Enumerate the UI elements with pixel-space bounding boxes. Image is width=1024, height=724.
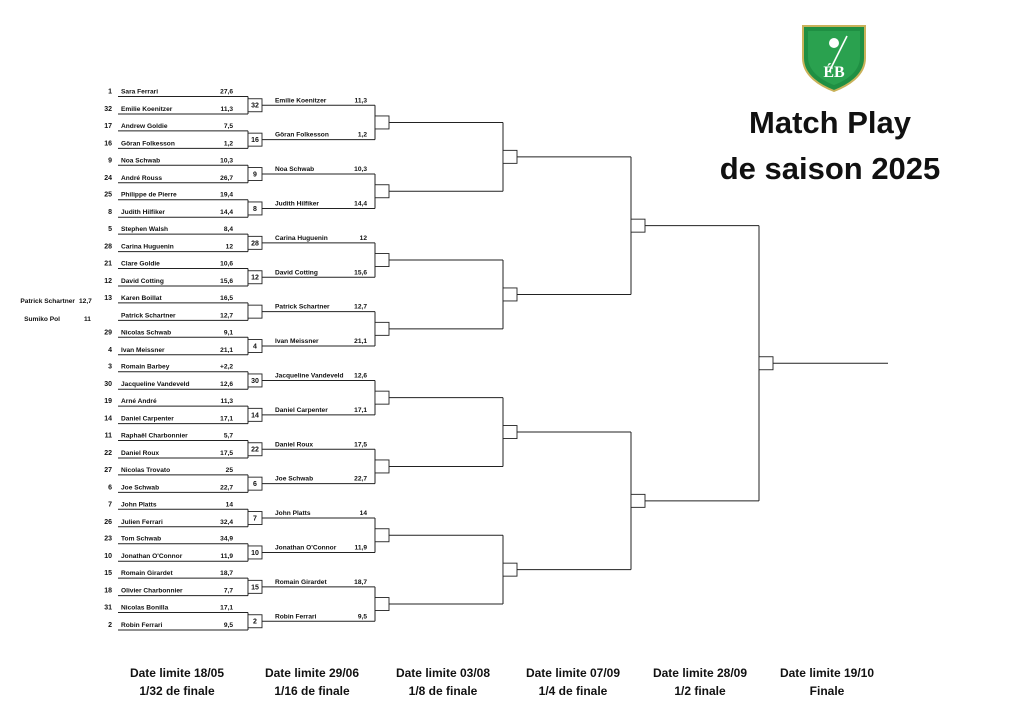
round-name: 1/32 de finale bbox=[139, 684, 215, 698]
player-name: Judith Hilfiker bbox=[275, 200, 319, 208]
round-name: Finale bbox=[809, 684, 845, 698]
player-name: Emilie Koenitzer bbox=[121, 106, 173, 113]
player-handicap: 17,5 bbox=[220, 450, 233, 457]
player-name: Raphaël Charbonnier bbox=[121, 432, 188, 440]
player-handicap: 21,1 bbox=[220, 346, 233, 354]
player-name: Jacqueline Vandeveld bbox=[275, 372, 344, 380]
player-handicap: 5,7 bbox=[223, 432, 233, 440]
player-name: Jonathan O'Connor bbox=[275, 544, 337, 552]
round-label bbox=[508, 664, 638, 700]
match-box bbox=[375, 322, 389, 335]
player-handicap: 9,1 bbox=[223, 329, 233, 337]
seed-number: 17 bbox=[104, 122, 112, 130]
player-name: Philippe de Pierre bbox=[121, 191, 177, 199]
match-seed-label: 9 bbox=[253, 171, 257, 179]
player-name: Andrew Goldie bbox=[121, 122, 168, 130]
player-name: Jonathan O'Connor bbox=[121, 553, 183, 561]
round-deadline-date: Date limite 03/08 bbox=[395, 666, 491, 680]
player-name: Carina Huguenin bbox=[121, 243, 174, 251]
match-box bbox=[631, 219, 645, 232]
player-handicap: 10,3 bbox=[354, 166, 367, 174]
seed-number: 6 bbox=[108, 484, 112, 492]
player-handicap: 9,5 bbox=[223, 622, 233, 629]
player-name: Ivan Meissner bbox=[275, 338, 319, 346]
player-handicap: 11,9 bbox=[220, 553, 233, 561]
round-deadline-date: Date limite 19/10 bbox=[779, 666, 875, 680]
player-name: Judith Hilfiker bbox=[121, 209, 165, 217]
seed-number: 1 bbox=[108, 88, 112, 96]
player-handicap: 18,7 bbox=[354, 578, 367, 586]
player-handicap: 12,7 bbox=[354, 303, 367, 311]
round-name: 1/4 de finale bbox=[538, 684, 608, 698]
player-handicap: 15,6 bbox=[354, 269, 367, 277]
seed-number: 29 bbox=[104, 329, 112, 337]
match-seed-label: 15 bbox=[251, 584, 259, 592]
seed-number: 24 bbox=[104, 174, 112, 182]
player-handicap: 27,6 bbox=[220, 88, 233, 96]
player-handicap: 7,7 bbox=[223, 587, 233, 595]
match-seed-label: 10 bbox=[251, 549, 259, 557]
player-name: Daniel Carpenter bbox=[275, 406, 328, 414]
match-seed-label: 14 bbox=[251, 412, 259, 420]
prelim-player-handicap: 11 bbox=[84, 316, 91, 323]
match-box bbox=[759, 357, 773, 370]
player-name: John Platts bbox=[121, 501, 157, 509]
player-handicap: 12,6 bbox=[354, 372, 367, 380]
seed-number: 5 bbox=[108, 226, 112, 234]
prelim-player-name: Patrick Schartner bbox=[20, 298, 75, 305]
player-handicap: 8,4 bbox=[223, 226, 233, 234]
seed-number: 14 bbox=[104, 415, 112, 423]
player-handicap: 22,7 bbox=[354, 475, 367, 483]
match-seed-label: 32 bbox=[251, 102, 259, 110]
seed-number: 18 bbox=[104, 587, 112, 595]
player-name: Nicolas Bonilla bbox=[121, 604, 169, 612]
round-deadline-date: Date limite 07/09 bbox=[525, 666, 621, 680]
seed-number: 2 bbox=[108, 622, 112, 629]
page-title bbox=[700, 100, 960, 192]
player-name: Ivan Meissner bbox=[121, 346, 165, 354]
player-name: Daniel Carpenter bbox=[121, 415, 174, 423]
round-label bbox=[112, 664, 242, 700]
player-name: Stephen Walsh bbox=[121, 226, 169, 234]
match-box bbox=[375, 185, 389, 198]
player-name: Joe Schwab bbox=[275, 475, 314, 483]
match-box bbox=[503, 426, 517, 439]
player-name: Nicolas Trovato bbox=[121, 466, 171, 474]
player-name: Sara Ferrari bbox=[121, 88, 159, 96]
match-box bbox=[375, 116, 389, 129]
round-label bbox=[635, 664, 765, 700]
player-handicap: 17,1 bbox=[220, 604, 233, 612]
player-name: Göran Folkesson bbox=[121, 140, 175, 148]
seed-number: 13 bbox=[104, 294, 112, 302]
round-deadline-date: Date limite 18/05 bbox=[129, 666, 225, 680]
player-handicap: 10,3 bbox=[220, 157, 233, 165]
player-name: Romain Girardet bbox=[275, 578, 327, 586]
round-name: 1/8 de finale bbox=[408, 684, 478, 698]
player-handicap: 17,5 bbox=[354, 441, 367, 449]
player-handicap: 12,6 bbox=[220, 381, 233, 389]
seed-number: 7 bbox=[108, 501, 112, 509]
match-box bbox=[375, 254, 389, 267]
match-box bbox=[503, 288, 517, 301]
round-label bbox=[378, 664, 508, 700]
player-name: Daniel Roux bbox=[275, 441, 314, 449]
match-box bbox=[631, 494, 645, 507]
player-name: John Platts bbox=[275, 510, 311, 518]
player-name: David Cotting bbox=[275, 269, 318, 277]
player-name: David Cotting bbox=[121, 278, 164, 285]
match-seed-label: 8 bbox=[253, 205, 257, 213]
seed-number: 32 bbox=[104, 106, 112, 113]
seed-number: 25 bbox=[104, 191, 112, 199]
match-seed-label: 22 bbox=[251, 446, 259, 454]
seed-number: 27 bbox=[104, 466, 112, 474]
seed-number: 26 bbox=[104, 518, 112, 526]
match-seed-label: 16 bbox=[251, 137, 259, 145]
player-handicap: 17,1 bbox=[354, 406, 367, 414]
player-handicap: 34,9 bbox=[220, 535, 233, 543]
seed-number: 11 bbox=[104, 432, 112, 440]
match-seed-label: 28 bbox=[251, 240, 259, 248]
match-box bbox=[375, 529, 389, 542]
player-handicap: 16,5 bbox=[220, 294, 233, 302]
seed-number: 10 bbox=[104, 553, 112, 561]
match-seed-label: 4 bbox=[253, 343, 257, 351]
round-label bbox=[762, 664, 892, 700]
player-name: Arné André bbox=[121, 398, 157, 406]
player-name: Romain Barbey bbox=[121, 363, 170, 371]
player-name: Olivier Charbonnier bbox=[121, 587, 183, 595]
player-handicap: 14 bbox=[359, 510, 367, 518]
player-name: Noa Schwab bbox=[275, 166, 315, 174]
player-name: Noa Schwab bbox=[121, 157, 161, 165]
player-handicap: 1,2 bbox=[223, 140, 233, 148]
player-handicap: 26,7 bbox=[220, 174, 233, 182]
match-box bbox=[375, 598, 389, 611]
player-handicap: 19,4 bbox=[220, 191, 233, 199]
round-label bbox=[247, 664, 377, 700]
seed-number: 9 bbox=[108, 157, 112, 165]
prelim-player-handicap: 12,7 bbox=[79, 298, 92, 305]
seed-number: 31 bbox=[104, 604, 112, 612]
player-handicap: 11,9 bbox=[354, 544, 367, 552]
match-seed-label: 30 bbox=[251, 377, 259, 385]
seed-number: 30 bbox=[104, 381, 112, 389]
match-box bbox=[375, 391, 389, 404]
player-handicap: 10,6 bbox=[220, 260, 233, 268]
player-name: Joe Schwab bbox=[121, 484, 160, 492]
player-handicap: 14 bbox=[225, 501, 233, 509]
player-name: Robin Ferrari bbox=[121, 622, 163, 629]
player-handicap: 14,4 bbox=[354, 200, 367, 208]
match-box bbox=[503, 563, 517, 576]
player-handicap: 11,3 bbox=[220, 106, 233, 113]
player-name: Jacqueline Vandeveld bbox=[121, 381, 190, 389]
seed-number: 23 bbox=[104, 535, 112, 543]
player-name: Robin Ferrari bbox=[275, 613, 317, 621]
player-handicap: 12 bbox=[225, 243, 233, 251]
player-handicap: +2,2 bbox=[219, 363, 233, 371]
player-handicap: 18,7 bbox=[220, 570, 233, 578]
player-name: Clare Goldie bbox=[121, 260, 160, 268]
player-handicap: 17,1 bbox=[220, 415, 233, 423]
svg-text:ÉB: ÉB bbox=[823, 64, 845, 81]
player-handicap: 14,4 bbox=[220, 209, 233, 217]
player-name: Göran Folkesson bbox=[275, 131, 329, 139]
player-handicap: 32,4 bbox=[220, 518, 233, 526]
seed-number: 19 bbox=[104, 398, 112, 406]
seed-number: 16 bbox=[104, 140, 112, 148]
player-name: Karen Boillat bbox=[121, 294, 162, 302]
player-handicap: 22,7 bbox=[220, 484, 233, 492]
player-name: André Rouss bbox=[121, 174, 163, 182]
player-name: Patrick Schartner bbox=[121, 312, 176, 320]
player-name: Patrick Schartner bbox=[275, 303, 330, 311]
player-name: Carina Huguenin bbox=[275, 234, 328, 242]
seed-number: 15 bbox=[104, 570, 112, 578]
match-box bbox=[375, 460, 389, 473]
seed-number: 28 bbox=[104, 243, 112, 251]
player-handicap: 1,2 bbox=[357, 131, 367, 139]
club-crest-logo bbox=[801, 24, 867, 97]
match-seed-label: 6 bbox=[253, 481, 257, 489]
match-seed-label: 7 bbox=[253, 515, 257, 523]
seed-number: 12 bbox=[104, 278, 112, 285]
player-name: Tom Schwab bbox=[121, 535, 162, 543]
player-handicap: 21,1 bbox=[354, 338, 367, 346]
seed-number: 21 bbox=[104, 260, 112, 268]
player-handicap: 12,7 bbox=[220, 312, 233, 320]
player-name: Daniel Roux bbox=[121, 450, 160, 457]
player-name: Julien Ferrari bbox=[121, 518, 163, 526]
player-handicap: 7,5 bbox=[223, 122, 233, 130]
player-handicap: 12 bbox=[359, 234, 367, 242]
player-handicap: 9,5 bbox=[357, 613, 367, 621]
match-seed-label: 2 bbox=[253, 618, 257, 626]
player-handicap: 25 bbox=[225, 466, 233, 474]
seed-number: 3 bbox=[108, 363, 112, 371]
player-handicap: 15,6 bbox=[220, 278, 233, 285]
prelim-player-name: Sumiko Pol bbox=[24, 316, 60, 323]
seed-number: 8 bbox=[108, 209, 112, 217]
match-box bbox=[503, 150, 517, 163]
round-name: 1/16 de finale bbox=[274, 684, 350, 698]
player-name: Nicolas Schwab bbox=[121, 329, 172, 337]
round-deadline-date: Date limite 29/06 bbox=[264, 666, 360, 680]
round-name: 1/2 finale bbox=[674, 684, 726, 698]
player-handicap: 11,3 bbox=[220, 398, 233, 406]
match-seed-label: 12 bbox=[251, 274, 259, 282]
seed-number: 4 bbox=[108, 346, 112, 354]
player-name: Romain Girardet bbox=[121, 570, 173, 578]
round-deadline-date: Date limite 28/09 bbox=[652, 666, 748, 680]
title-line-1: Match Play bbox=[749, 105, 911, 140]
match-box bbox=[248, 305, 262, 318]
title-line-2: de saison 2025 bbox=[719, 151, 941, 186]
player-handicap: 11,3 bbox=[354, 97, 367, 105]
player-name: Emilie Koenitzer bbox=[275, 97, 327, 105]
seed-number: 22 bbox=[104, 450, 112, 457]
